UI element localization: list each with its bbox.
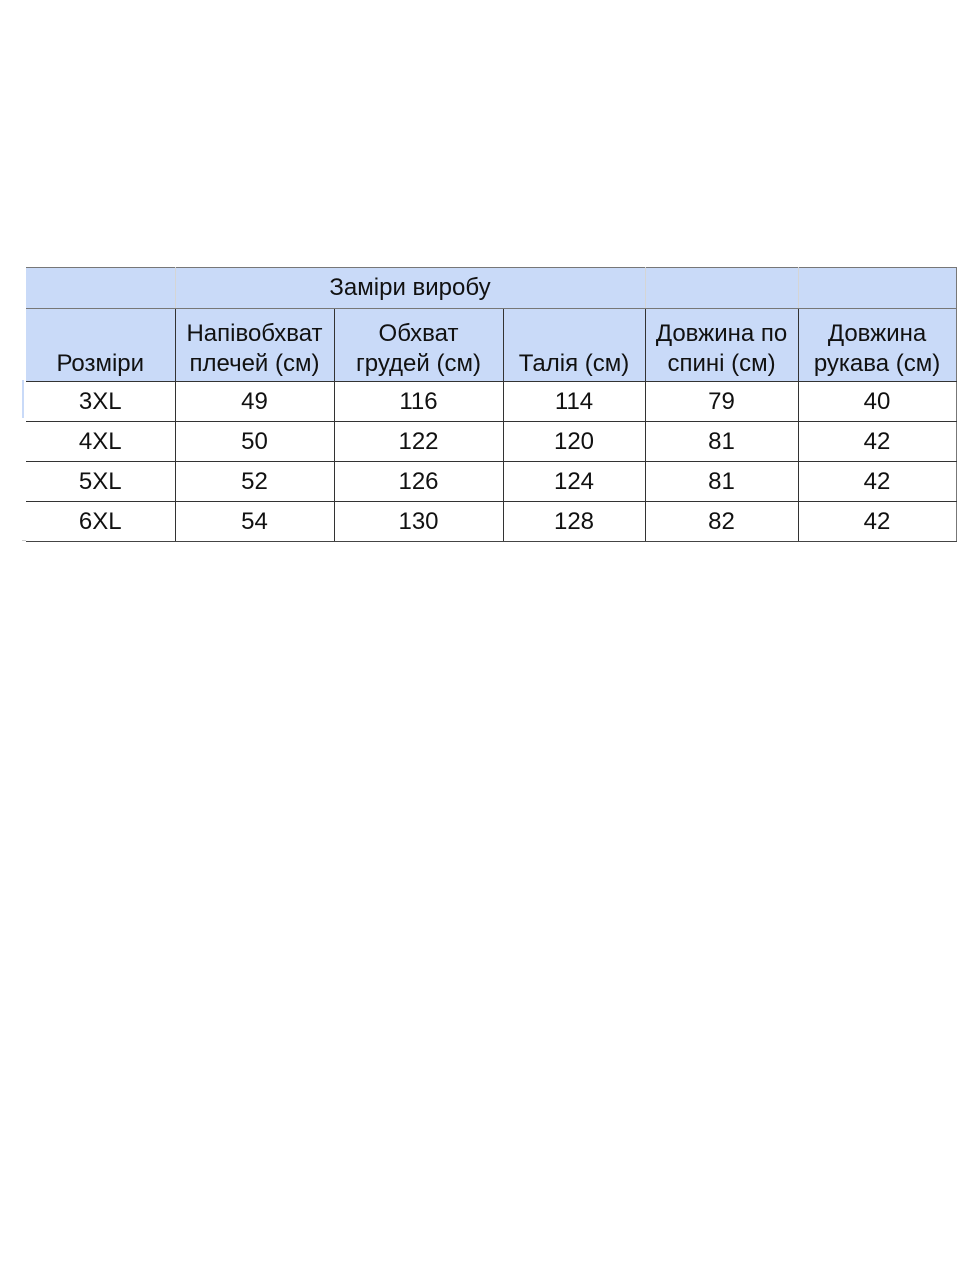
group-header-row (26, 268, 956, 309)
column-header-row (26, 309, 956, 382)
table-row (26, 462, 956, 502)
table-cell: 128 (503, 502, 645, 542)
column-header-line1 (26, 319, 175, 349)
column-header-line2: спині (см) (667, 350, 776, 377)
size-table (26, 267, 957, 542)
column-header-back-length (645, 309, 798, 382)
column-header-line1: Напівобхват (186, 320, 323, 347)
table-cell: 124 (503, 462, 645, 502)
table-cell: 130 (334, 502, 503, 542)
table-cell: 122 (334, 422, 503, 462)
column-header-line1: Довжина (827, 320, 927, 347)
column-header-line1 (504, 319, 645, 349)
column-header-line2: Талія (см) (518, 350, 630, 377)
group-empty-cell (26, 268, 175, 309)
size-cell: 5XL (26, 462, 175, 502)
table-cell: 54 (175, 502, 334, 542)
table-cell: 114 (503, 382, 645, 422)
table-cell: 42 (798, 462, 956, 502)
column-header-line2: рукава (см) (813, 350, 941, 377)
table-cell: 126 (334, 462, 503, 502)
size-cell: 4XL (26, 422, 175, 462)
column-header-shoulders (175, 309, 334, 382)
table-cell: 50 (175, 422, 334, 462)
group-empty-cell (645, 268, 798, 309)
table-cell: 79 (645, 382, 798, 422)
table-cell: 81 (645, 422, 798, 462)
table-cell: 81 (645, 462, 798, 502)
table-cell: 52 (175, 462, 334, 502)
column-header-line2: плечей (см) (189, 350, 320, 377)
table-row (26, 422, 956, 462)
table-row (26, 382, 956, 422)
row-highlight-mark (22, 380, 24, 418)
group-empty-cell (798, 268, 956, 309)
column-header-line1: Обхват (378, 320, 459, 347)
column-header-line2: грудей (см) (356, 350, 481, 377)
table-cell: 116 (334, 382, 503, 422)
table-cell: 49 (175, 382, 334, 422)
table-cell: 42 (798, 422, 956, 462)
table-cell: 40 (798, 382, 956, 422)
column-header-sleeve-length (798, 309, 956, 382)
column-header-chest (334, 309, 503, 382)
column-header-waist (503, 309, 645, 382)
group-title: Заміри виробу (175, 268, 645, 309)
column-header-line2: Розміри (56, 350, 145, 377)
size-cell: 6XL (26, 502, 175, 542)
column-header-size (26, 309, 175, 382)
table-row (26, 502, 956, 542)
size-cell: 3XL (26, 382, 175, 422)
column-header-line1: Довжина по (655, 320, 788, 347)
table-cell: 42 (798, 502, 956, 542)
table-cell: 82 (645, 502, 798, 542)
table-cell: 120 (503, 422, 645, 462)
size-chart (26, 267, 956, 542)
